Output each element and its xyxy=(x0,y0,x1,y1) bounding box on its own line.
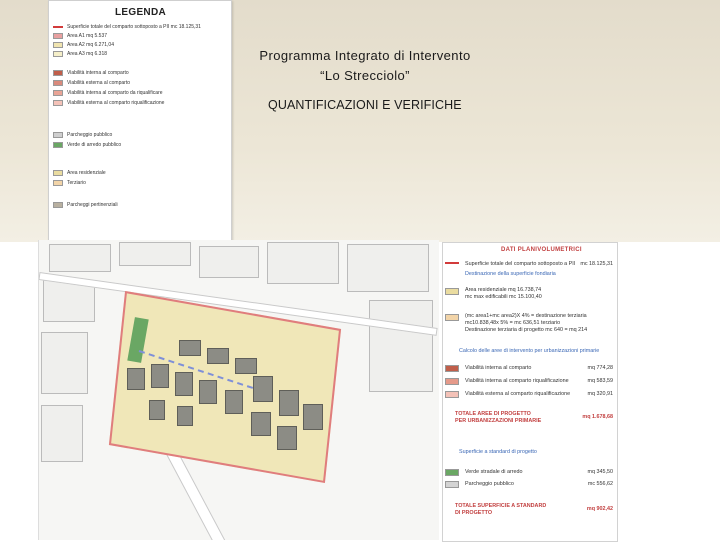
legend-color-swatch xyxy=(53,90,63,96)
dati-title: DATI PLANIVOLUMETRICI xyxy=(501,247,582,253)
legend-item-label: Area A3 mq 6.318 xyxy=(67,51,108,57)
legend-line-swatch xyxy=(53,26,63,28)
legend-color-swatch xyxy=(53,202,63,208)
legend-color-swatch xyxy=(53,80,63,86)
legend-color-swatch xyxy=(53,51,63,57)
totale-standard-line1: TOTALE SUPERFICIE A STANDARD xyxy=(455,503,547,509)
terziario-line3: Destinazione terziaria di progetto mc 640 = mq 214 xyxy=(465,327,588,333)
building xyxy=(179,340,201,356)
legend-title: LEGENDA xyxy=(115,7,166,18)
totale-standard-value: mq 902,42 xyxy=(586,506,613,512)
building xyxy=(225,390,243,414)
map-block xyxy=(49,244,111,272)
legend-item xyxy=(53,41,114,49)
totale-primarie-line2: PER URBANIZZAZIONI PRIMARIE xyxy=(455,418,542,424)
map-block xyxy=(369,300,433,392)
legend-item xyxy=(53,99,164,107)
terziario-line1: (mc area1+mc area2)X 4% = destinazione terziaria xyxy=(465,313,587,319)
standard-value: mc 556,62 xyxy=(587,481,613,487)
legend-color-swatch xyxy=(53,132,63,138)
legend-item xyxy=(53,131,112,139)
building xyxy=(175,372,193,396)
standard-label: Verde stradale di arredo xyxy=(465,469,523,475)
title-line-1: Programma Integrato di Intervento xyxy=(259,48,471,63)
title-line-2: “Lo Strecciolo” xyxy=(320,68,410,83)
building xyxy=(251,412,271,436)
legend-item-label: Area A2 mq 6.271,04 xyxy=(67,42,114,48)
map-block xyxy=(41,405,83,462)
residenziale-line1: Area residenziale mq 16.738,74 xyxy=(465,287,542,293)
map-block xyxy=(267,242,339,284)
slide-title xyxy=(230,46,500,86)
residenziale-line2: mc max edificabili mc 15.100,40 xyxy=(465,294,542,300)
legend-item xyxy=(53,89,163,97)
legend-item xyxy=(53,201,118,209)
building xyxy=(277,426,297,450)
legend-color-swatch xyxy=(53,100,63,106)
legend-item-label: Viabilità interna al comparto xyxy=(67,70,129,76)
standard-swatch xyxy=(445,481,459,488)
legend-panel xyxy=(48,0,232,270)
viabilita-label: Viabilità interna al comparto riqualificazione xyxy=(465,378,569,384)
dati-planivolumetrici-panel xyxy=(442,242,618,542)
calcolo-header-text: Calcolo delle aree di intervento per urbanizzazioni primarie xyxy=(459,348,600,354)
site-plan-map xyxy=(38,240,439,540)
legend-item xyxy=(53,23,201,31)
map-block xyxy=(119,242,191,266)
legend-item-label: Area A1 mq 5.537 xyxy=(67,33,108,39)
legend-item xyxy=(53,179,86,187)
legend-color-swatch xyxy=(53,170,63,176)
viabilita-label: Viabilità interna al comparto xyxy=(465,365,532,371)
slide-subtitle: QUANTIFICAZIONI E VERIFICHE xyxy=(268,98,462,112)
building xyxy=(207,348,229,364)
totale-primarie-value: mq 1.678,68 xyxy=(582,414,613,420)
legend-item xyxy=(53,32,107,40)
residenziale-swatch xyxy=(445,288,459,295)
map-block xyxy=(347,244,429,292)
superficie-value: mc 18.125,31 xyxy=(580,261,613,267)
viabilita-swatch xyxy=(445,391,459,398)
viabilita-swatch xyxy=(445,378,459,385)
legend-item-label: Viabilità esterna al comparto riqualificazione xyxy=(67,100,165,106)
standard-swatch xyxy=(445,469,459,476)
building xyxy=(303,404,323,430)
totale-primarie-line1: TOTALE AREE DI PROGETTO xyxy=(455,411,531,417)
building xyxy=(199,380,217,404)
superficie-label: Superficie totale del comparto sottoposto a PII xyxy=(465,261,576,267)
standard-label: Parcheggio pubblico xyxy=(465,481,514,487)
legend-item xyxy=(53,79,130,87)
legend-color-swatch xyxy=(53,180,63,186)
legend-item-label: Parcheggi pertinenziali xyxy=(67,202,118,208)
map-block xyxy=(199,246,259,278)
viabilita-value: mq 774,28 xyxy=(587,365,613,371)
building xyxy=(235,358,257,374)
legend-item-label: Viabilità esterna al comparto xyxy=(67,80,130,86)
legend-item-label: Area residenziale xyxy=(67,170,106,176)
legend-item xyxy=(53,169,106,177)
legend-item-label: Parcheggio pubblico xyxy=(67,132,113,138)
red-line-swatch xyxy=(445,262,459,264)
legend-item xyxy=(53,141,121,149)
building xyxy=(279,390,299,416)
map-block xyxy=(41,332,88,394)
destinazione-header-text: Destinazione della superficie fondiaria xyxy=(465,271,556,277)
building xyxy=(177,406,193,426)
viabilita-swatch xyxy=(445,365,459,372)
legend-color-swatch xyxy=(53,33,63,39)
legend-item-label: Verde di arredo pubblico xyxy=(67,142,122,148)
building xyxy=(253,376,273,402)
totale-standard-line2: DI PROGETTO xyxy=(455,510,493,516)
legend-color-swatch xyxy=(53,70,63,76)
legend-color-swatch xyxy=(53,42,63,48)
legend-item xyxy=(53,50,107,58)
standard-value: mq 345,50 xyxy=(587,469,613,475)
viabilita-value: mq 320,91 xyxy=(587,391,613,397)
building xyxy=(149,400,165,420)
legend-item-label: Viabilità interna al comparto da riqualificare xyxy=(67,90,163,96)
building xyxy=(151,364,169,388)
legend-item-label: Superficie totale del comparto sottoposto a PII mc 18.125,31 xyxy=(67,24,201,30)
legend-item xyxy=(53,69,129,77)
legend-color-swatch xyxy=(53,142,63,148)
terziario-line2: mc10.838,48x 5% = mc 636,51 terziario xyxy=(465,320,561,326)
building xyxy=(127,368,145,390)
terziario-swatch xyxy=(445,314,459,321)
standard-header-text: Superficie a standard di progetto xyxy=(459,449,537,455)
viabilita-value: mq 583,59 xyxy=(587,378,613,384)
legend-item-label: Terziario xyxy=(67,180,86,186)
viabilita-label: Viabilità esterna al comparto riqualificazione xyxy=(465,391,571,397)
